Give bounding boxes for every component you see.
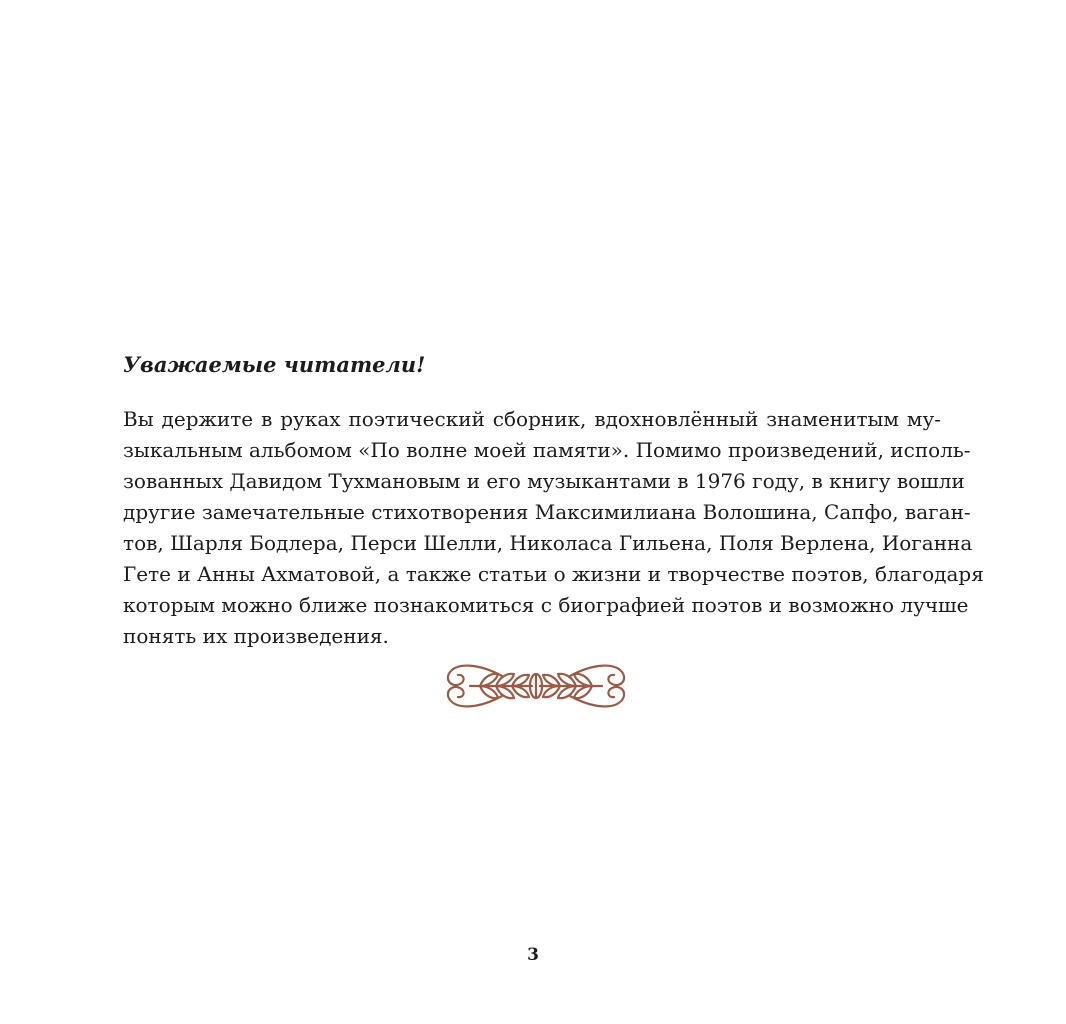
body-paragraph <box>123 404 984 652</box>
greeting-heading: Уважаемые читатели! <box>123 352 426 377</box>
paragraph-line: зыкальным альбомом «По волне моей памяти». Помимо произведений, исполь- <box>123 438 971 462</box>
paragraph-line: Вы держите в руках поэтический сборник, вдохновлённый знаменитым му- <box>123 407 941 431</box>
paragraph-line: тов, Шарля Бодлера, Перси Шелли, Николаса Гильена, Поля Верлена, Иоганна <box>123 531 973 555</box>
paragraph-line: зованных Давидом Тухмановым и его музыкантами в 1976 году, в книгу вошли <box>123 469 965 493</box>
paragraph-line: другие замечательные стихотворения Максимилиана Волошина, Сапфо, ваган- <box>123 500 971 524</box>
paragraph-line: которым можно ближе познакомиться с биографией поэтов и возможно лучше <box>123 593 969 617</box>
paragraph-line: понять их произведения. <box>123 624 389 648</box>
laurel-ornament-icon <box>440 656 632 716</box>
page-number: 3 <box>527 945 539 965</box>
paragraph-line: Гете и Анны Ахматовой, а также статьи о жизни и творчестве поэтов, благодаря <box>123 562 984 586</box>
